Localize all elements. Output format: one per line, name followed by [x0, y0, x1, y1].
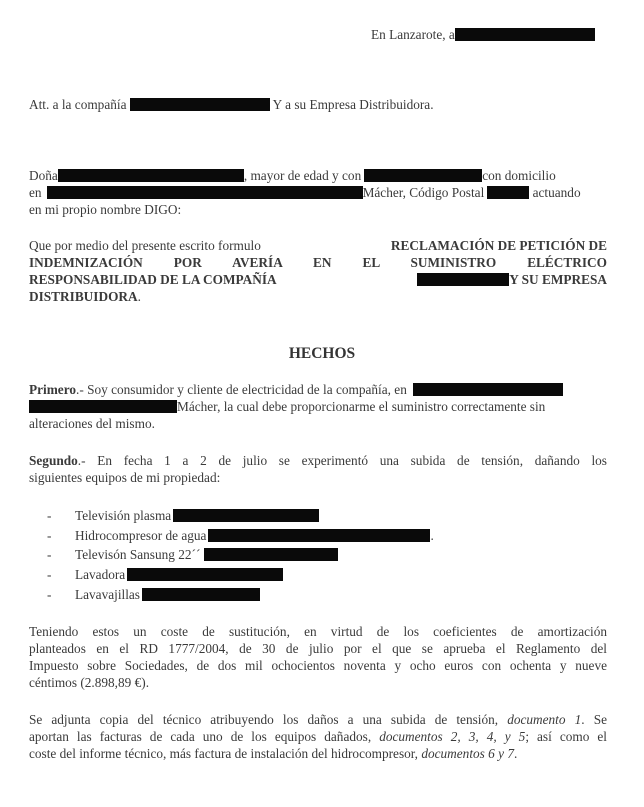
list-dash: -	[47, 547, 52, 562]
item-label: Televisión plasma	[75, 508, 172, 523]
intro-text: Doña	[29, 168, 58, 183]
costs-line-1	[29, 624, 607, 640]
claim-line-3	[29, 272, 607, 288]
attach-doc-ref: documentos 6 y 7	[421, 746, 515, 761]
claim-bold: DISTRIBUIDORA	[29, 289, 138, 304]
costs-line-3	[29, 658, 607, 674]
redacted-detail	[142, 588, 260, 601]
section-heading: HECHOS	[288, 345, 356, 362]
att-line	[29, 97, 434, 113]
claim-line-2	[29, 255, 607, 271]
redacted-address	[413, 383, 563, 396]
attach-text: aportan las facturas de cada uno de los equipos dañados,	[29, 729, 372, 744]
costs-text: céntimos (2.898,89 €).	[29, 675, 150, 690]
intro-line-1	[29, 168, 556, 184]
costs-line-2	[29, 641, 607, 657]
list-dash: -	[47, 508, 52, 523]
attach-line-1	[29, 712, 607, 728]
redacted-company	[130, 98, 270, 111]
list-item	[47, 528, 434, 544]
segundo-text: siguientes equipos de mi propiedad:	[29, 470, 221, 485]
redacted-postal-code	[487, 186, 529, 199]
list-dash: -	[47, 567, 52, 582]
redacted-company	[417, 273, 509, 286]
intro-text: con domicilio	[482, 168, 556, 183]
item-label: Lavavajillas	[75, 587, 140, 602]
attach-line-3	[29, 746, 517, 762]
primero-text: .- Soy consumidor y cliente de electricidad de la compañía, en	[76, 382, 407, 397]
claim-bold: RESPONSABILIDAD DE LA COMPAÑÍA	[29, 272, 277, 287]
item-tail: .	[430, 528, 434, 543]
list-item	[47, 567, 283, 583]
costs-text: planteados en el RD 1777/2004, de 30 de julio por el que se aprueba el Reglamento del	[29, 641, 607, 656]
att-prefix: Att. a la compañía	[29, 97, 127, 112]
segundo-line-1	[29, 453, 607, 469]
list-item	[47, 587, 260, 603]
list-item	[47, 547, 338, 563]
claim-bold: RECLAMACIÓN DE PETICIÓN DE	[390, 238, 607, 253]
redacted-detail	[127, 568, 283, 581]
primero-text: alteraciones del mismo.	[29, 416, 155, 431]
attach-text: . Se	[581, 712, 607, 727]
place-date-line	[371, 27, 595, 43]
attach-text: ; así como el	[525, 729, 607, 744]
primero-line-2	[29, 399, 545, 415]
redacted-address	[29, 400, 177, 413]
intro-text: , mayor de edad y con	[243, 168, 362, 183]
attach-text: coste del informe técnico, más factura de instalación del hidrocompresor,	[29, 746, 418, 761]
attach-text: .	[514, 746, 518, 761]
redacted-address	[47, 186, 363, 199]
primero-line-3	[29, 416, 155, 432]
primero-label: Primero	[29, 382, 77, 397]
attach-text: Se adjunta copia del técnico atribuyendo los daños a una subida de tensión,	[29, 712, 499, 727]
claim-lead: Que por medio del presente escrito formulo	[29, 238, 261, 253]
claim-bold: INDEMNIZACIÓN POR AVERÍA EN EL SUMINISTRO ELÉCTRICO	[29, 255, 607, 270]
redacted-detail	[173, 509, 319, 522]
intro-line-2	[29, 185, 581, 201]
intro-text: actuando	[532, 185, 581, 200]
attach-doc-ref: documentos 2, 3, 4, y 5	[379, 729, 526, 744]
list-dash: -	[47, 587, 52, 602]
claim-bold: Y SU EMPRESA	[509, 272, 607, 287]
item-label: Hidrocompresor de agua	[75, 528, 207, 543]
primero-text: Mácher, la cual debe proporcionarme el suministro correctamente sin	[177, 399, 546, 414]
redacted-detail	[204, 548, 338, 561]
list-dash: -	[47, 528, 52, 543]
redacted-detail	[208, 529, 430, 542]
claim-line-4	[29, 289, 141, 305]
intro-text: en mi propio nombre DIGO:	[29, 202, 182, 217]
list-item	[47, 508, 319, 524]
redacted-name	[58, 169, 244, 182]
redacted-date	[455, 28, 595, 41]
primero-line-1	[29, 382, 563, 398]
segundo-line-2	[29, 470, 220, 486]
attach-line-2	[29, 729, 607, 745]
claim-end: .	[137, 289, 141, 304]
redacted-id	[364, 169, 482, 182]
intro-text: Mácher, Código Postal	[362, 185, 485, 200]
costs-line-4	[29, 675, 149, 691]
intro-text: en	[29, 185, 42, 200]
intro-line-3	[29, 202, 181, 218]
attach-doc-ref: documento 1	[507, 712, 582, 727]
place-date-text: En Lanzarote, a	[371, 27, 455, 42]
item-label: Televisón Sansung 22´´	[75, 547, 201, 562]
item-label: Lavadora	[75, 567, 126, 582]
segundo-text: .- En fecha 1 a 2 de julio se experimentó una subida de tensión, dañando los	[77, 453, 607, 468]
costs-text: Impuesto sobre Sociedades, de dos mil ochocientos noventa y ocho euros con ochenta y nueve	[29, 658, 607, 673]
costs-text: Teniendo estos un coste de sustitución, en virtud de los coeficientes de amortización	[29, 624, 607, 639]
segundo-label: Segundo	[29, 453, 78, 468]
claim-line-1	[29, 238, 607, 254]
att-suffix: Y a su Empresa Distribuidora.	[272, 97, 434, 112]
